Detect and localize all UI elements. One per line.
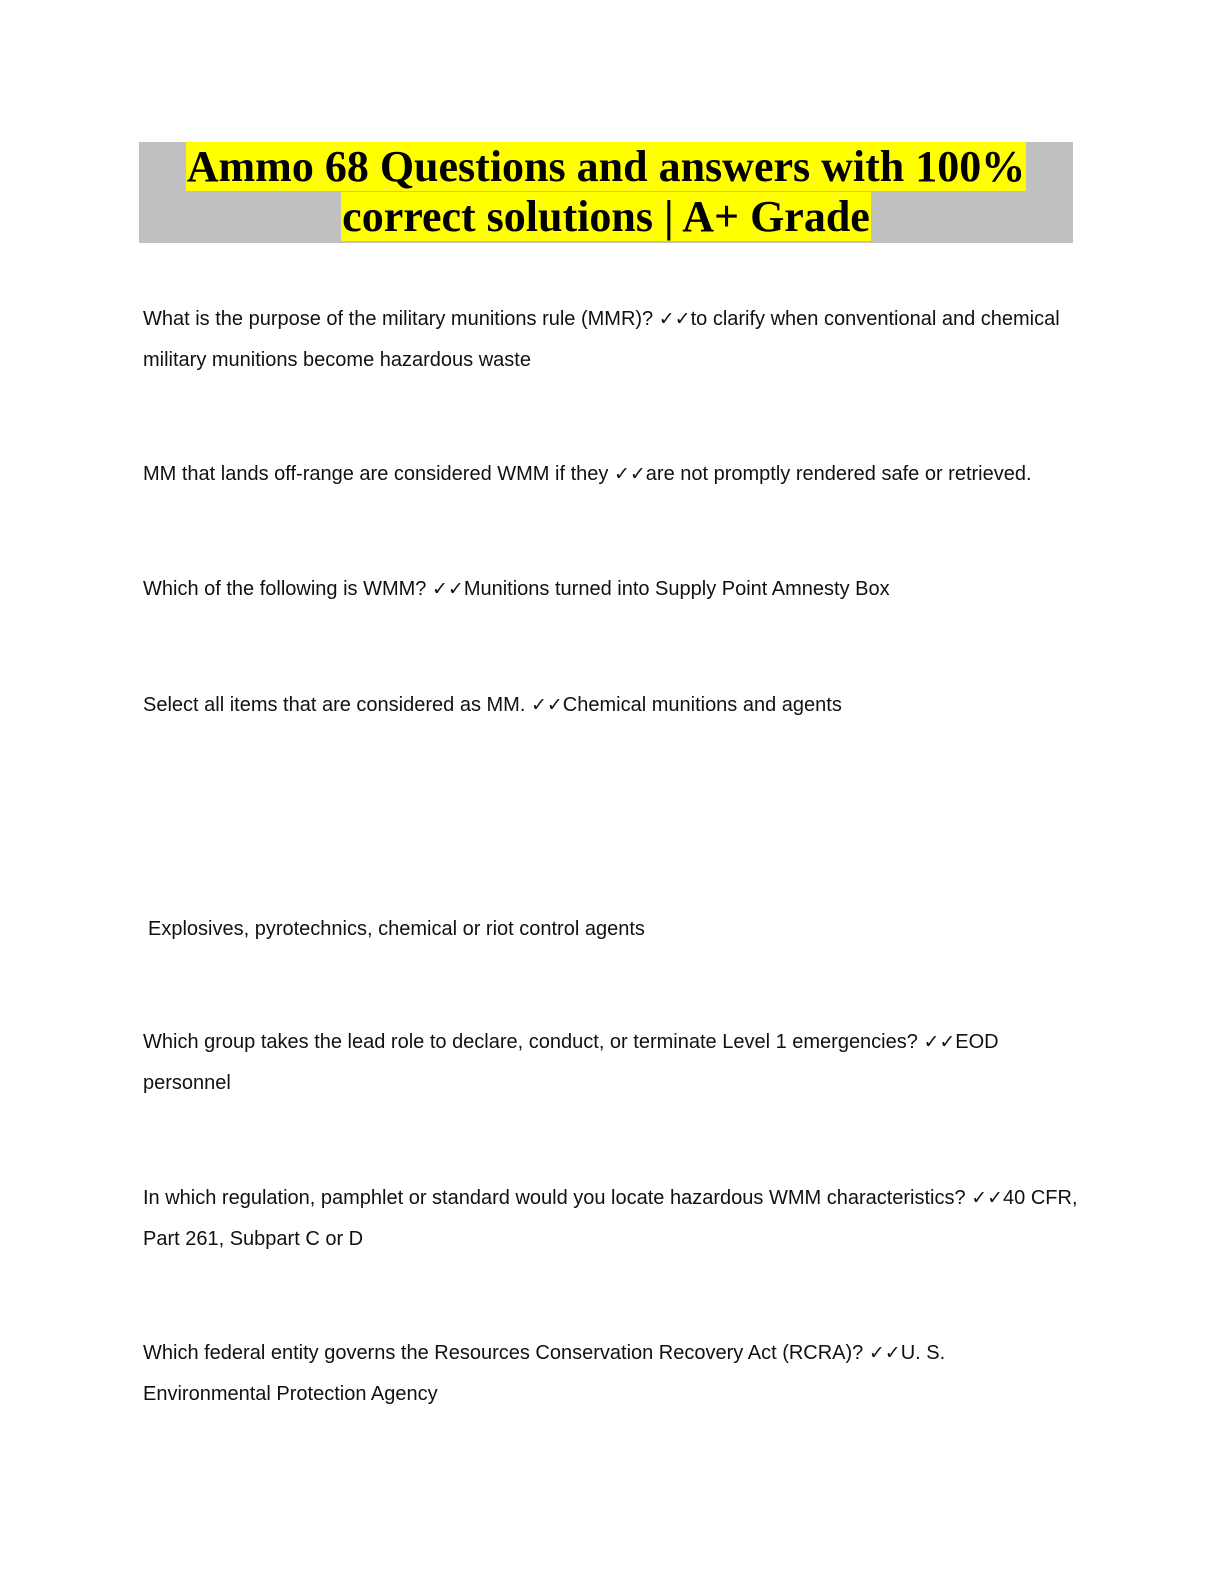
double-check-icon: ✓✓ — [971, 1187, 1004, 1209]
answer-text: 40 CFR, Part 261, Subpart C or D — [143, 1187, 1078, 1250]
answer-text: EOD personnel — [143, 1031, 999, 1094]
answer-text: U. S. Environmental Protection Agency — [143, 1342, 946, 1405]
double-check-icon: ✓✓ — [431, 578, 464, 600]
question-text: Which federal entity governs the Resources Conservation Recovery Act (RCRA)? — [143, 1342, 869, 1364]
qa-item-5 — [143, 1022, 1078, 1104]
answer-text: Munitions turned into Supply Point Amnesty Box — [463, 578, 890, 600]
question-text: In which regulation, pamphlet or standard would you locate hazardous WMM characteristics? — [143, 1187, 972, 1209]
qa-item-6 — [143, 1178, 1078, 1260]
document-title — [139, 142, 1073, 243]
question-text: MM that lands off-range are considered WMM if they — [143, 463, 614, 485]
qa-item-3 — [143, 569, 1078, 610]
answer-text: are not promptly rendered safe or retrieved. — [645, 463, 1032, 485]
qa-item-7 — [143, 1333, 1078, 1415]
title-line-2: correct solutions | A+ Grade — [342, 192, 870, 241]
qa-item-2 — [143, 454, 1078, 495]
double-check-icon: ✓✓ — [923, 1031, 956, 1053]
question-text: Which group takes the lead role to declare, conduct, or terminate Level 1 emergencies? — [143, 1031, 924, 1053]
double-check-icon: ✓✓ — [613, 463, 646, 485]
answer-text: Explosives, pyrotechnics, chemical or riot control agents — [148, 918, 645, 940]
qa-item-4-continuation — [143, 909, 1083, 950]
question-text: Select all items that are considered as MM. — [143, 694, 531, 716]
qa-item-4 — [143, 685, 1078, 726]
double-check-icon: ✓✓ — [530, 694, 563, 716]
answer-text: Chemical munitions and agents — [562, 694, 842, 716]
question-text: What is the purpose of the military munitions rule (MMR)? — [143, 308, 659, 330]
double-check-icon: ✓✓ — [658, 308, 691, 330]
title-line-1: Ammo 68 Questions and answers with 100% — [186, 142, 1026, 191]
answer-text: to clarify when conventional and chemical military munitions become hazardous waste — [143, 308, 1060, 371]
question-text: Which of the following is WMM? — [143, 578, 432, 600]
double-check-icon: ✓✓ — [868, 1342, 901, 1364]
qa-item-1 — [143, 299, 1078, 381]
